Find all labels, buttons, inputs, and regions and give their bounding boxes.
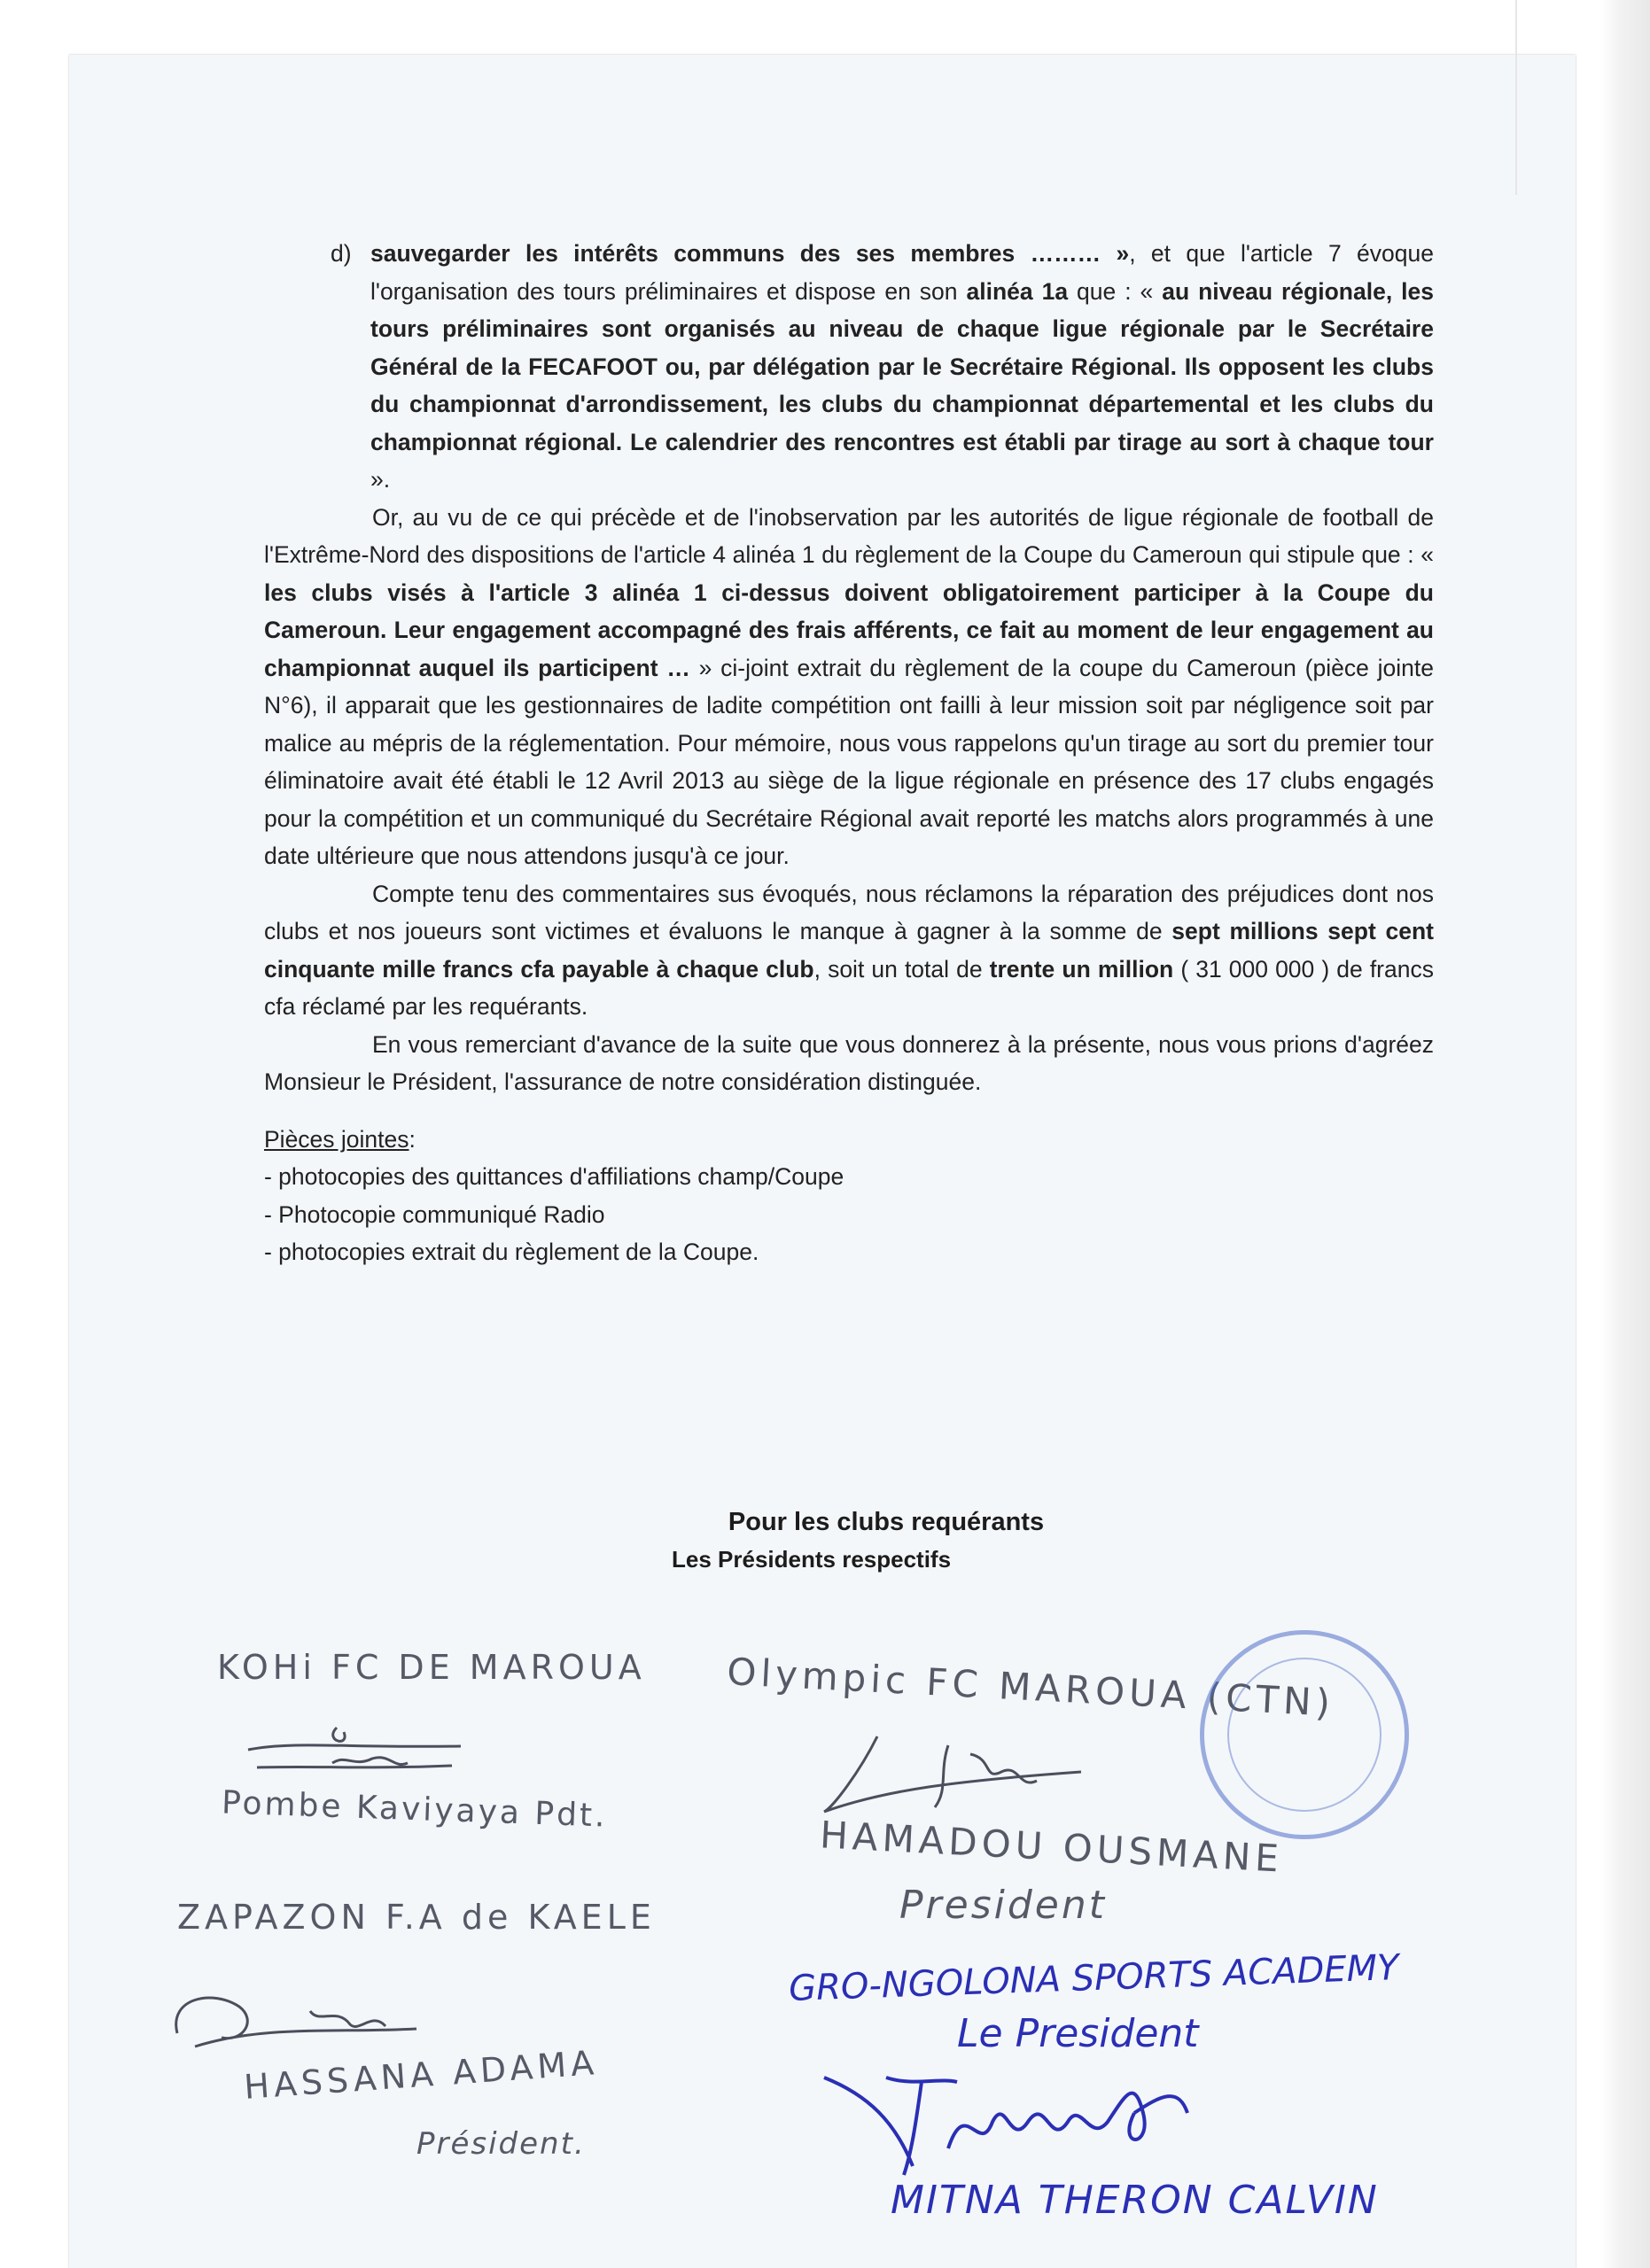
club-stamp xyxy=(1200,1630,1409,1839)
bold-text-run: alinéa 1a xyxy=(966,277,1069,305)
attachments-title: Pièces jointes xyxy=(264,1125,409,1153)
club4-name: GRO-NGOLONA SPORTS ACADEMY xyxy=(788,1946,1400,2010)
attachment-item: - photocopies des quittances d'affiliations champ/Coupe xyxy=(264,1163,844,1190)
attachments-list xyxy=(264,1158,1434,1271)
text-run: Compte tenu des commentaires sus évoqués, nous réclamons la réparation des préjudices dont nos clubs et nos joueurs sont victimes et évaluons le manque à gagner à la somme de xyxy=(264,880,1434,944)
text-run: que : « xyxy=(1068,277,1163,305)
club3-president-title: President xyxy=(899,1883,1107,1928)
letter-paragraph xyxy=(264,499,1434,875)
paper-crease xyxy=(1515,0,1517,195)
signature-subheading: Les Présidents respectifs xyxy=(672,1546,952,1573)
club4-president: MITNA THERON CALVIN xyxy=(891,2178,1379,2223)
club2-president: HASSANA ADAMA xyxy=(242,2043,600,2107)
club2-president-title: Président. xyxy=(416,2126,586,2162)
bold-text-run: trente un million xyxy=(989,955,1174,983)
letter-body xyxy=(264,235,1434,1271)
scan-border xyxy=(1600,0,1650,2268)
club1-signature xyxy=(239,1714,470,1785)
attachment-item: - Photocopie communiqué Radio xyxy=(264,1200,605,1228)
letter-paragraph xyxy=(264,875,1434,1026)
letter-paragraph xyxy=(264,1026,1434,1101)
signature-heading: Pour les clubs requérants xyxy=(728,1508,1045,1536)
club3-president: HAMADOU OUSMANE xyxy=(819,1813,1285,1881)
club2-signature xyxy=(160,1971,425,2069)
letter-paragraphs xyxy=(264,235,1434,1101)
bold-text-run: au niveau régionale, les tours préliminaires sont organisés au niveau de chaque ligue régionale par le Secrétaire Général de la FECAFOOT ou, par délégation par le Secrétaire Régional. Ils opposent les clubs du championnat d'arrondissement, les clubs du championnat départemental et les clubs du championnat régional. Le calendrier des rencontres est établi par tirage au sort à chaque tour xyxy=(370,277,1434,455)
text-run: , soit un total de xyxy=(813,955,990,983)
bold-text-run: sauvegarder les intérêts communs des ses membres ……… » xyxy=(370,240,1130,267)
text-run: , et que l'article 7 évoque l'organisation des tours préliminaires et dispose en son xyxy=(370,240,1435,305)
text-run: ». xyxy=(370,466,391,493)
bold-text-run: sept millions sept cent cinquante mille francs cfa payable à chaque club xyxy=(264,918,1434,983)
attachment-item: - photocopies extrait du règlement de la Coupe. xyxy=(264,1239,759,1265)
letter-paragraph xyxy=(264,235,1434,499)
club4-signature xyxy=(815,2060,1241,2184)
text-run: Or, au vu de ce qui précède et de l'inobservation par les autorités de ligue régionale de football de l'Extrême-Nord des dispositions de l'article 4 alinéa 1 du règlement de la Coupe du Cameroun qui stipule que : « xyxy=(264,503,1434,568)
signature-heading-block xyxy=(620,1503,1152,1577)
club4-president-title: Le President xyxy=(957,2011,1199,2056)
club3-name: Olympic FC MAROUA (CTN) xyxy=(726,1650,1336,1725)
club2-name: ZAPAZON F.A de KAELE xyxy=(177,1898,656,1937)
text-run: » ci-joint extrait du règlement de la coupe du Cameroun (pièce jointe N°6), il apparait que les gestionnaires de ladite compétition ont failli à leur mission soit par négligence soit par malice au mépris de la réglementation. Pour mémoire, nous vous rappelons qu'un tirage au sort du premier tour éliminatoire avait été établi le 12 Avril 2013 au siège de la ligue régionale en présence des 17 clubs engagés pour la compétition et un communiqué du Secrétaire Régional avait reporté les matchs alors programmés à une date ultérieure que nous attendons jusqu'à ce jour. xyxy=(264,654,1434,869)
club1-name: KOHi FC DE MAROUA xyxy=(217,1648,646,1687)
text-run: En vous remerciant d'avance de la suite que vous donnerez à la présente, nous vous prions d'agréez Monsieur le Président, l'assurance de notre considération distinguée. xyxy=(264,1030,1434,1095)
text-run: ( 31 000 000 ) de francs cfa réclamé par les requérants. xyxy=(264,955,1434,1020)
attachments-colon: : xyxy=(409,1125,416,1153)
bold-text-run: les clubs visés à l'article 3 alinéa 1 ci-dessus doivent obligatoirement participer à la Coupe du Cameroun. Leur engagement accompagné des frais afférents, ce fait au moment de leur engagement au championnat auquel ils participent … xyxy=(264,579,1434,681)
club3-signature xyxy=(815,1728,1099,1825)
attachments-heading xyxy=(264,1121,1434,1159)
item-label: d) xyxy=(331,240,352,267)
club1-president: Pombe Kaviyaya Pdt. xyxy=(221,1784,609,1835)
